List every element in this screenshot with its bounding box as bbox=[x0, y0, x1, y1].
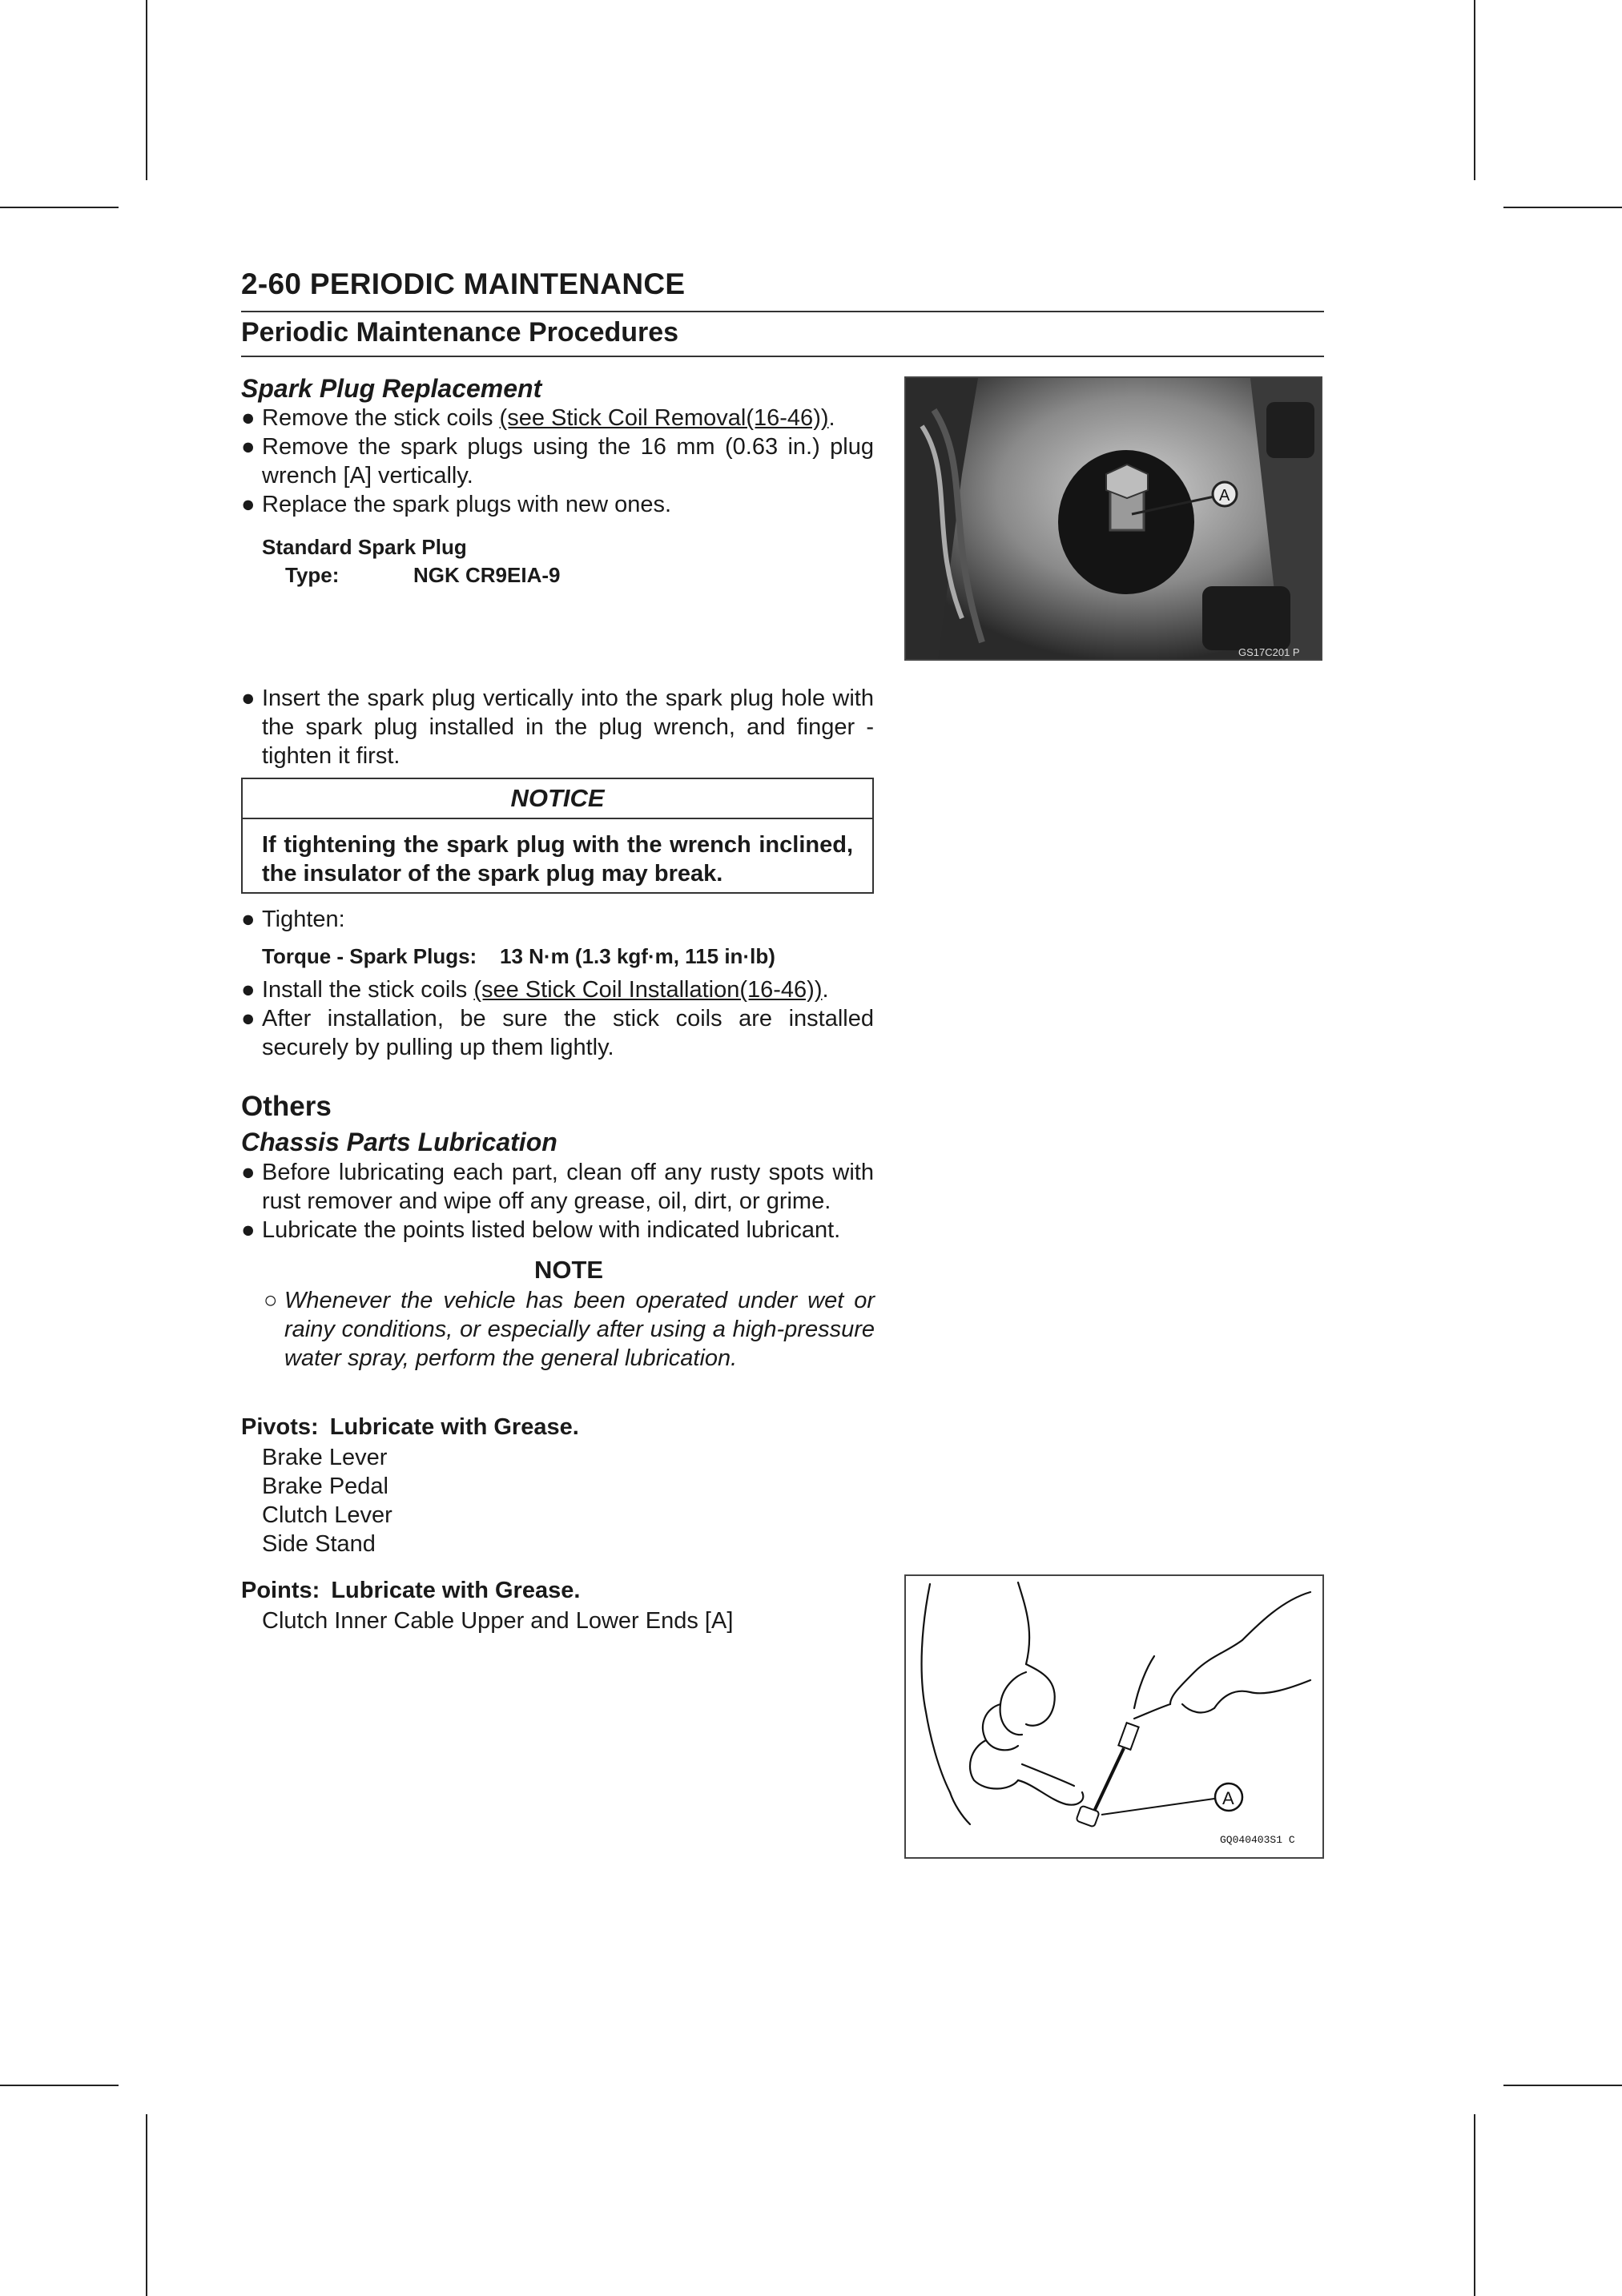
engine-photo-icon bbox=[906, 378, 1322, 661]
crop-mark bbox=[146, 0, 147, 180]
point-item: Clutch Inner Cable Upper and Lower Ends [A] bbox=[262, 1608, 734, 1634]
svg-text:A: A bbox=[1219, 487, 1230, 505]
crop-mark bbox=[1503, 207, 1622, 208]
svg-text:A: A bbox=[1222, 1788, 1234, 1808]
notice-title: NOTICE bbox=[243, 779, 872, 819]
page-title: 2-60 PERIODIC MAINTENANCE bbox=[241, 267, 686, 300]
torque-label: Torque - Spark Plugs: bbox=[262, 944, 477, 968]
title-rule bbox=[241, 311, 1324, 312]
bullet-icon: ● bbox=[241, 1160, 256, 1185]
crop-mark bbox=[1474, 0, 1475, 180]
bullet-after-install: ● After installation, be sure the stick coils are installed securely by pulling up them lightly. bbox=[241, 1006, 874, 1060]
bullet-install-coils: ● Install the stick coils (see Stick Coil Installation(16-46)). bbox=[241, 977, 829, 1003]
bullet-icon: ● bbox=[241, 1006, 256, 1031]
pivot-item: Clutch Lever bbox=[262, 1502, 392, 1528]
bullet-tighten: ● Tighten: bbox=[241, 907, 345, 932]
crop-mark bbox=[146, 2114, 147, 2296]
section-rule bbox=[241, 356, 1324, 357]
svg-text:GS17C201 P: GS17C201 P bbox=[1238, 646, 1300, 658]
open-circle-icon: ○ bbox=[264, 1288, 278, 1313]
chassis-lubrication-subhead: Chassis Parts Lubrication bbox=[241, 1128, 557, 1156]
bullet-icon: ● bbox=[241, 434, 256, 460]
pivot-item: Brake Pedal bbox=[262, 1474, 388, 1499]
hands-drawing-icon bbox=[906, 1576, 1324, 1859]
bullet-icon: ● bbox=[241, 977, 256, 1003]
bullet-remove-plugs: ● Remove the spark plugs using the 16 mm (0.63 in.) plug wrench [A] vertically. bbox=[241, 434, 874, 489]
bullet-icon: ● bbox=[241, 686, 256, 711]
spark-plug-subhead: Spark Plug Replacement bbox=[241, 374, 542, 403]
bullet-lubricate-points: ● Lubricate the points listed below with indicated lubricant. bbox=[241, 1217, 841, 1243]
pivot-item: Brake Lever bbox=[262, 1445, 388, 1470]
bullet-remove-coils: ● Remove the stick coils (see Stick Coil Removal(16-46)). bbox=[241, 405, 835, 431]
bullet-icon: ● bbox=[241, 1217, 256, 1243]
crop-mark bbox=[1474, 2114, 1475, 2296]
spark-plug-photo bbox=[904, 376, 1322, 661]
svg-text:GQ040403S1 C: GQ040403S1 C bbox=[1220, 1834, 1295, 1846]
bullet-icon: ● bbox=[241, 907, 256, 932]
others-heading: Others bbox=[241, 1091, 332, 1122]
pivots-value: Lubricate with Grease. bbox=[329, 1414, 579, 1440]
crop-mark bbox=[1503, 2085, 1622, 2086]
notice-box bbox=[241, 778, 874, 894]
note-item: ○ Whenever the vehicle has been operated under wet or rainy conditions, or especially after using a high-pressure water spray, perform the general lubrication. bbox=[264, 1288, 875, 1371]
section-title: Periodic Maintenance Procedures bbox=[241, 317, 679, 348]
points-value: Lubricate with Grease. bbox=[331, 1578, 581, 1603]
note-title: NOTE bbox=[533, 1256, 604, 1284]
bullet-replace-plugs: ● Replace the spark plugs with new ones. bbox=[241, 492, 672, 517]
crop-mark bbox=[0, 2085, 119, 2086]
spec-label: Type: bbox=[285, 563, 340, 587]
points-label: Points: bbox=[241, 1578, 320, 1603]
pivots-label-row bbox=[241, 1414, 579, 1441]
bullet-icon: ● bbox=[241, 492, 256, 517]
notice-text: If tightening the spark plug with the wrench inclined, the insulator of the spark plug may break. bbox=[262, 832, 853, 887]
pivots-label: Pivots: bbox=[241, 1414, 319, 1440]
bullet-clean-parts: ● Before lubricating each part, clean off any rusty spots with rust remover and wipe off any grease, oil, dirt, or grime. bbox=[241, 1160, 874, 1214]
torque-value: 13 N·m (1.3 kgf·m, 115 in·lb) bbox=[500, 944, 775, 968]
crop-mark bbox=[0, 207, 119, 208]
points-label-row bbox=[241, 1578, 580, 1604]
stick-coil-installation-link[interactable]: (see Stick Coil Installation(16-46)) bbox=[473, 977, 823, 1003]
cable-lubrication-drawing bbox=[904, 1574, 1324, 1859]
pivot-item: Side Stand bbox=[262, 1531, 376, 1557]
bullet-icon: ● bbox=[241, 405, 256, 431]
spec-value: NGK CR9EIA-9 bbox=[413, 563, 561, 587]
stick-coil-removal-link[interactable]: (see Stick Coil Removal(16-46)) bbox=[499, 405, 829, 431]
spec-title: Standard Spark Plug bbox=[262, 535, 467, 559]
bullet-insert-plug: ● Insert the spark plug vertically into the spark plug hole with the spark plug installed in the plug wrench, and finger -tighten it first. bbox=[241, 686, 874, 769]
